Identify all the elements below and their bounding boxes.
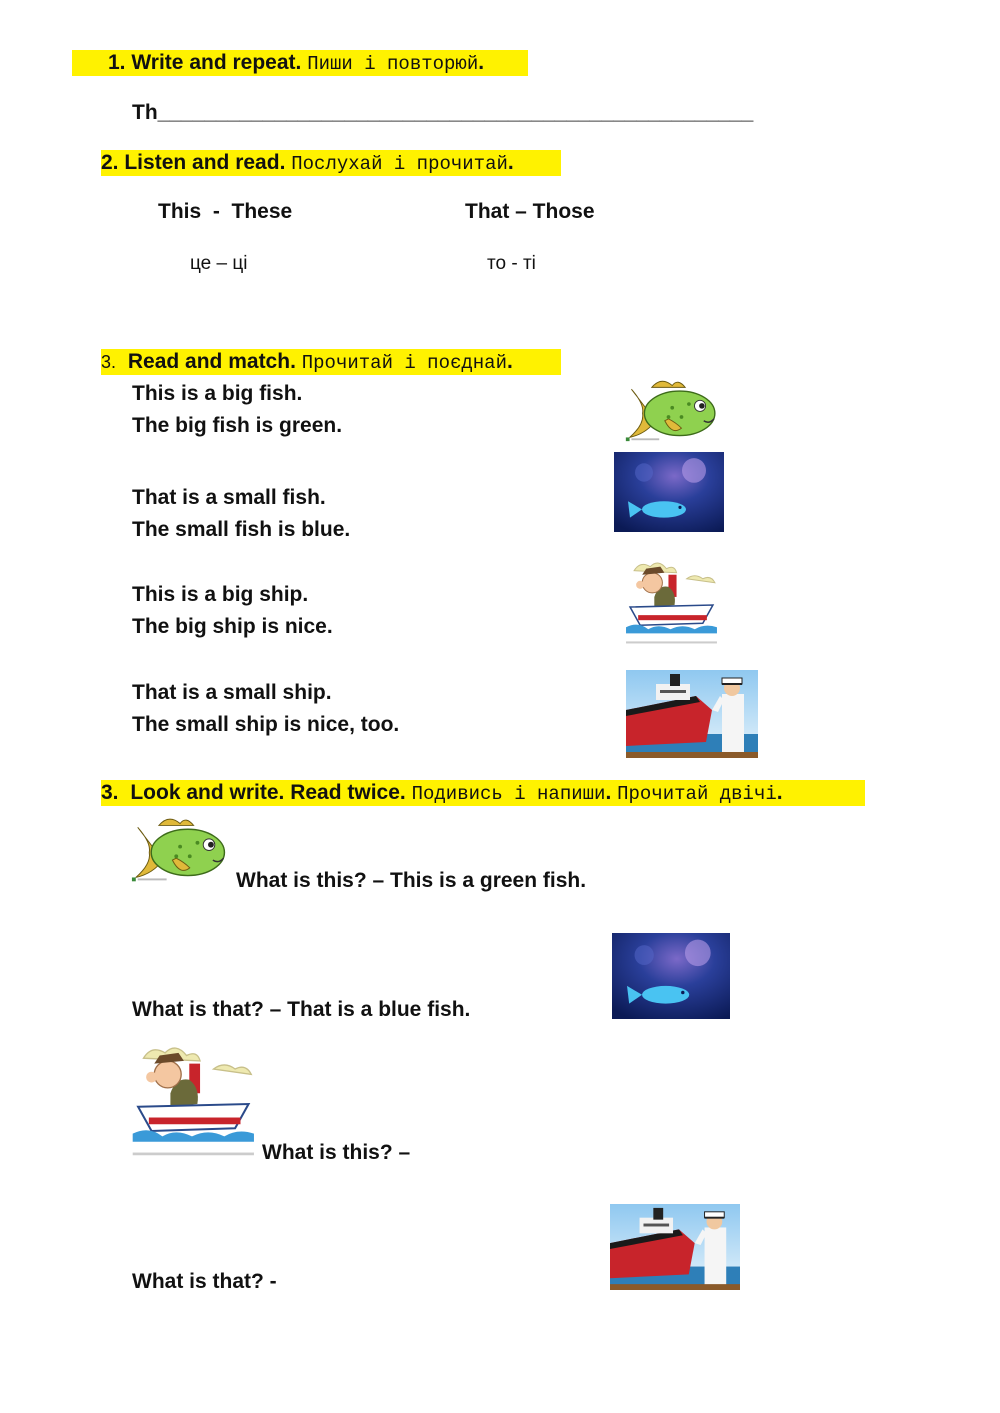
pair2-uk: то - ті — [487, 253, 536, 274]
write-question-2: What is that? – That is a blue fish. — [132, 998, 471, 1021]
task4-dot1: . — [605, 781, 612, 804]
task3-title-uk: Прочитай і поєднай — [301, 352, 507, 374]
write-cartoon-ship-image — [130, 1036, 258, 1164]
task3-dot: . — [506, 350, 513, 373]
task4-number: 3. — [101, 781, 119, 804]
pair1-uk: це – ці — [190, 253, 248, 274]
match-sentence-4a: That is a small ship. — [132, 681, 332, 704]
pair2-en: That – Those — [465, 200, 595, 223]
write-question-1: What is this? – This is a green fish. — [236, 869, 587, 892]
task1-writing-prompt: Th — [132, 101, 158, 124]
match-sentence-3b: The big ship is nice. — [132, 615, 333, 638]
task2-number: 2. — [101, 151, 119, 174]
match-green-fish-image[interactable] — [624, 376, 726, 446]
task1-writing-line[interactable]: ___________________________________________________ — [157, 101, 754, 124]
task4-title-uk1: Подивись і напиши — [411, 783, 606, 805]
task2-title-uk: Послухай і прочитай — [291, 153, 508, 175]
match-sentence-3a: This is a big ship. — [132, 583, 309, 606]
task3-number: 3. — [101, 352, 117, 372]
task3-title-en: Read and match. — [127, 350, 296, 373]
match-sentence-4b: The small ship is nice, too. — [132, 713, 400, 736]
task4-title-en: Look and write. Read twice. — [130, 781, 406, 804]
match-sentence-1b: The big fish is green. — [132, 414, 343, 437]
task1-heading — [72, 50, 528, 76]
task1-title-en: Write and repeat. — [131, 51, 302, 74]
pair1-en: This - These — [158, 200, 293, 223]
task1-title-uk: Пиши і повторюй — [307, 53, 479, 75]
write-cruise-ship-image — [610, 1204, 740, 1290]
task1-number: 1. — [108, 51, 126, 74]
write-question-3[interactable]: What is this? – — [262, 1141, 411, 1164]
write-blue-fish-image — [612, 933, 730, 1019]
match-sentence-2a: That is a small fish. — [132, 486, 326, 509]
task1-dot: . — [478, 51, 485, 74]
write-green-fish-image — [130, 810, 236, 890]
match-sentence-2b: The small fish is blue. — [132, 518, 351, 541]
task4-dot2: . — [776, 781, 783, 804]
task4-heading — [101, 780, 865, 806]
task2-dot: . — [507, 151, 514, 174]
task4-title-uk2: Прочитай двічі — [617, 783, 777, 805]
task2-heading — [101, 150, 561, 176]
task2-title-en: Listen and read. — [124, 151, 286, 174]
write-question-4[interactable]: What is that? - — [132, 1270, 277, 1293]
task1-writing-row — [132, 100, 753, 126]
match-cruise-ship-image[interactable] — [626, 670, 758, 758]
match-blue-fish-image[interactable] — [614, 452, 724, 532]
match-cartoon-ship-image[interactable] — [624, 556, 720, 648]
match-sentence-1a: This is a big fish. — [132, 382, 303, 405]
task3-heading — [101, 349, 561, 375]
